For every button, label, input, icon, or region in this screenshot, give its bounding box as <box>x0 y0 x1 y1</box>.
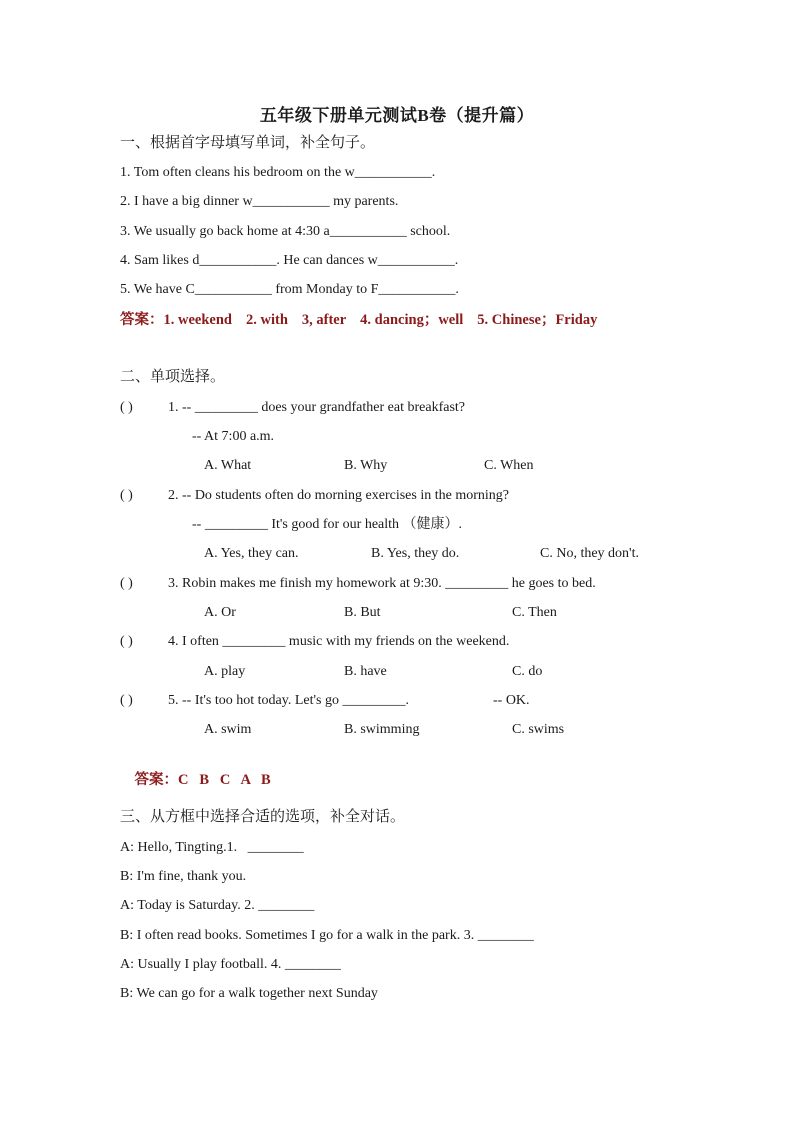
question-2 <box>120 486 509 506</box>
section1-item-2: 2. I have a big dinner w___________ my parents. <box>120 194 399 209</box>
section1-item-4: 4. Sam likes d___________. He can dances w___________. <box>120 253 459 268</box>
dialogue-line: A: Usually I play football. 4. ________ <box>120 957 341 972</box>
question-text: 4. I often _________ music with my friends on the weekend. <box>168 634 510 649</box>
option-a: A. Yes, they can. <box>204 546 299 561</box>
option-b: B. Yes, they do. <box>371 546 460 561</box>
dialogue-line: A: Today is Saturday. 2. ________ <box>120 898 315 913</box>
section2-answer <box>120 750 271 810</box>
answer-paren: ( ) <box>120 488 133 503</box>
section2-heading: 二、单项选择。 <box>120 369 226 385</box>
page-title: 五年级下册单元测试B卷（提升篇） <box>259 106 535 125</box>
question-1 <box>120 398 465 418</box>
option-c: C. Then <box>512 605 557 620</box>
question-2-reply: -- _________ It's good for our health （健康）. <box>192 517 463 532</box>
option-c: C. swims <box>512 722 565 737</box>
option-c: C. When <box>484 458 534 473</box>
question-1-reply: -- At 7:00 a.m. <box>192 429 275 444</box>
answer-item: 1. weekend <box>163 312 232 328</box>
answer-item: 3, after <box>301 312 347 328</box>
question-3 <box>120 574 596 594</box>
question-text: 3. Robin makes me finish my homework at 9:30. _________ he goes to bed. <box>168 576 596 591</box>
option-b: B. But <box>344 605 381 620</box>
answer-paren: ( ) <box>120 400 133 415</box>
section1-answer <box>120 310 611 330</box>
dialogue-line: A: Hello, Tingting.1. ________ <box>120 840 304 855</box>
option-c: C. do <box>512 664 543 679</box>
question-5-reply: -- OK. <box>493 693 530 708</box>
answer-paren: ( ) <box>120 576 133 591</box>
answer-item: 5. Chinese；Friday <box>477 312 598 328</box>
option-a: A. What <box>204 458 252 473</box>
answer-item: 4. dancing；well <box>360 312 464 328</box>
section1-item-1: 1. Tom often cleans his bedroom on the w___________. <box>120 165 436 180</box>
section1-heading: 一、根据首字母填写单词，补全句子。 <box>120 135 376 151</box>
answer-label: 答案： <box>120 312 164 328</box>
section1-item-5: 5. We have C___________ from Monday to F___________. <box>120 282 459 297</box>
question-text: 2. -- Do students often do morning exercises in the morning? <box>168 488 509 503</box>
option-b: B. have <box>344 664 387 679</box>
option-b: B. Why <box>344 458 388 473</box>
option-a: A. swim <box>204 722 252 737</box>
section3-heading: 三、从方框中选择合适的选项，补全对话。 <box>120 809 406 825</box>
section1-item-3: 3. We usually go back home at 4:30 a___________ school. <box>120 224 451 239</box>
answer-paren: ( ) <box>120 693 133 708</box>
question-5 <box>120 691 409 711</box>
option-c: C. No, they don't. <box>540 546 639 561</box>
dialogue-line: B: I'm fine, thank you. <box>120 869 247 884</box>
dialogue-line: B: I often read books. Sometimes I go for a walk in the park. 3. ________ <box>120 928 534 943</box>
answer-paren: ( ) <box>120 634 133 649</box>
question-4 <box>120 632 509 652</box>
answer-list: C B C A B <box>178 772 271 788</box>
dialogue-line: B: We can go for a walk together next Sunday <box>120 986 378 1001</box>
option-a: A. play <box>204 664 246 679</box>
question-text: 1. -- _________ does your grandfather eat breakfast? <box>168 400 466 415</box>
option-b: B. swimming <box>344 722 420 737</box>
answer-item: 2. with <box>245 312 288 328</box>
option-a: A. Or <box>204 605 236 620</box>
answer-label: 答案： <box>134 772 178 788</box>
question-text: 5. -- It's too hot today. Let's go _________. <box>168 693 409 708</box>
